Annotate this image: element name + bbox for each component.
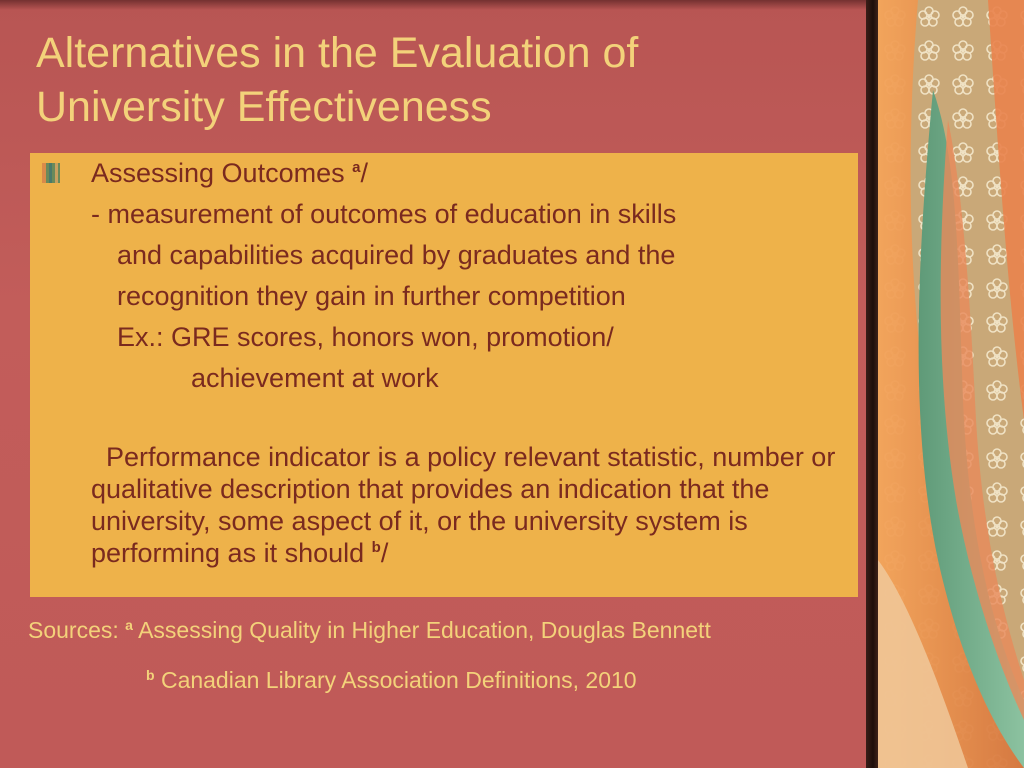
sources-line-a: Sources: $^a$ Assessing Quality in Higher Education, Douglas Bennett: [28, 617, 711, 643]
footnote-marker-b: b: [371, 539, 381, 556]
definition-paragraph: Performance indicator is a policy relevant statistic, number or qualitative description that provides an indication that the university, some aspect of it, or the university system is performing as it should $^b$/: [91, 442, 836, 568]
title-line-1: Alternatives in the Evaluation of: [36, 29, 639, 77]
sources-line-b: $^b$ Canadian Library Association Definitions, 2010: [146, 667, 637, 693]
bullet-line-1: - measurement of outcomes of education in skills: [91, 199, 677, 229]
striped-square-bullet-icon: [42, 163, 60, 183]
source-marker-a: a: [125, 617, 133, 633]
footnote-marker-a: a: [352, 159, 361, 176]
bullet-line-4: Ex.: GRE scores, honors won, promotion/: [117, 322, 614, 352]
bullet-line-3: recognition they gain in further competition: [117, 281, 626, 311]
slide-title: [36, 26, 856, 134]
floral-ribbon-decoration: [878, 0, 1024, 768]
bullet-line-5: achievement at work: [191, 363, 439, 393]
bullet-line-2: and capabilities acquired by graduates and the: [117, 240, 676, 270]
content-box: [30, 153, 858, 597]
source-marker-b: b: [146, 667, 155, 683]
top-shadow: [0, 0, 878, 10]
title-line-2: University Effectiveness: [36, 83, 492, 131]
bullet-heading: Assessing Outcomes $^a$/: [91, 158, 368, 188]
